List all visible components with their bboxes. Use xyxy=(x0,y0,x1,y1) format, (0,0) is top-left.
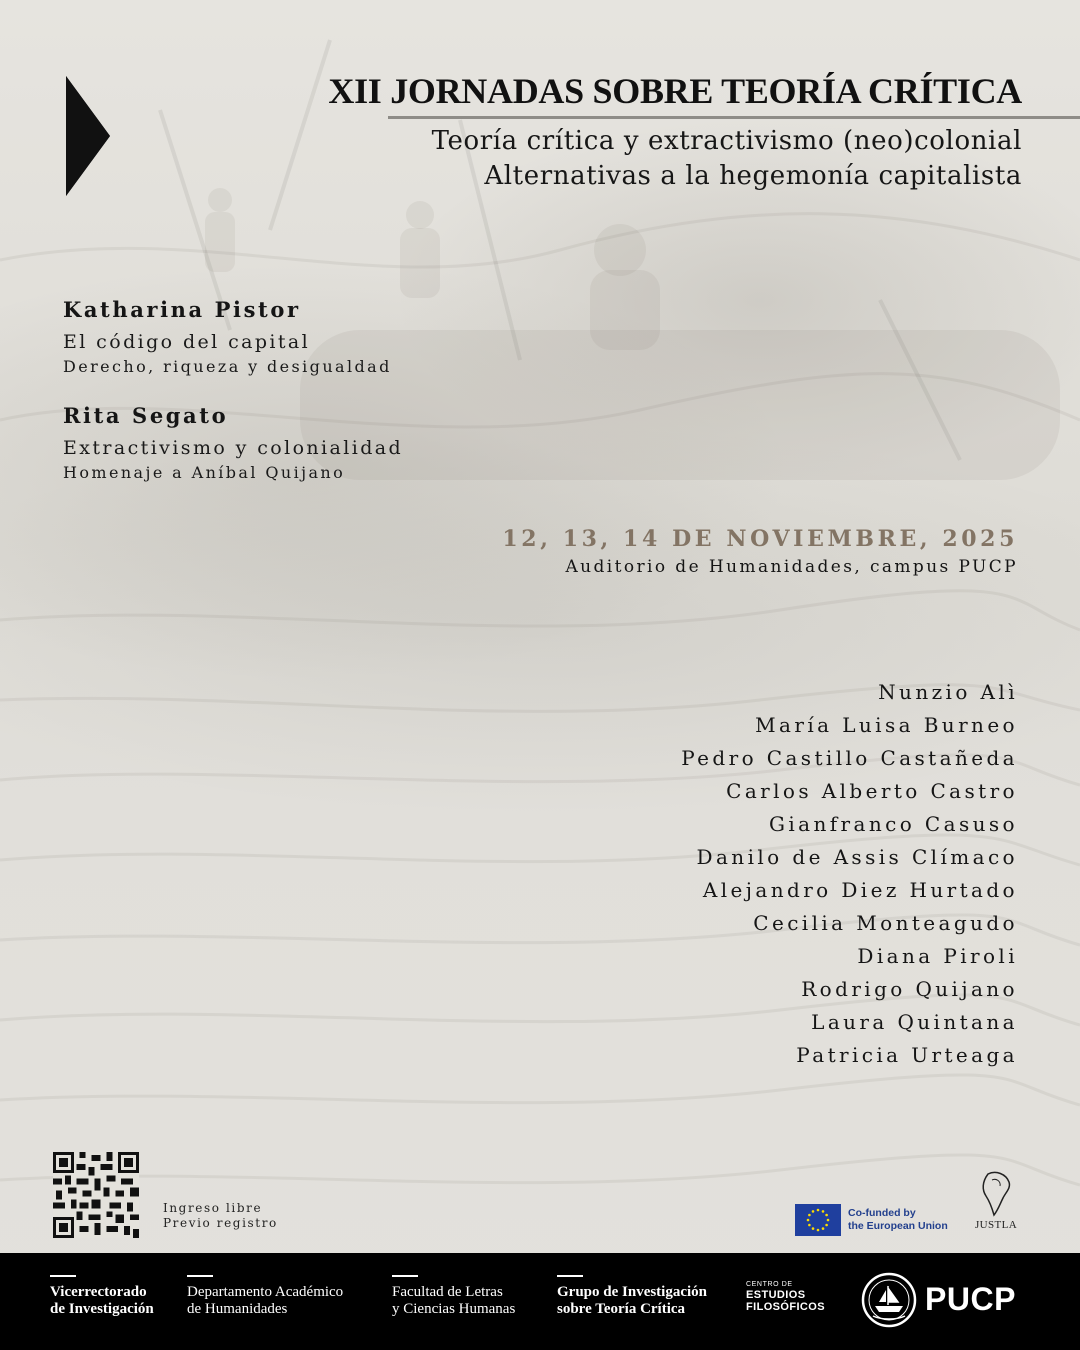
keynote-subtopic: Homenaje a Aníbal Quijano xyxy=(63,463,346,482)
keynote-topic: Extractivismo y colonialidad xyxy=(63,437,404,459)
footer-label: Vicerrectorado de Investigación xyxy=(50,1284,154,1317)
footer-divider xyxy=(187,1275,213,1277)
cef-logo xyxy=(746,1281,825,1313)
justla-label: JUSTLA xyxy=(974,1219,1018,1231)
participant-name: Pedro Castillo Castañeda xyxy=(681,746,1018,770)
pucp-wordmark: PUCP xyxy=(925,1281,1016,1317)
access-line: Ingreso libre xyxy=(163,1201,263,1215)
eu-label-line: Co-funded by xyxy=(848,1207,916,1219)
institutional-footer xyxy=(0,1253,1080,1350)
participant-name: Danilo de Assis Clímaco xyxy=(696,845,1018,869)
participant-name: Patricia Urteaga xyxy=(796,1043,1018,1067)
footer-divider xyxy=(392,1275,418,1277)
qr-code-icon[interactable] xyxy=(53,1152,139,1238)
justla-logo xyxy=(966,1168,1026,1231)
event-title: XII JORNADAS SOBRE TEORÍA CRÍTICA xyxy=(328,71,1022,111)
access-note xyxy=(163,1201,278,1231)
participant-name: Gianfranco Casuso xyxy=(768,812,1018,836)
participant-name: Carlos Alberto Castro xyxy=(726,779,1018,803)
keynote-item xyxy=(63,402,403,484)
keynote-topic: El código del capital xyxy=(63,331,311,353)
justla-logo-icon xyxy=(976,1168,1016,1218)
footer-label: Departamento Académico de Humanidades xyxy=(187,1284,344,1317)
keynote-name: Rita Segato xyxy=(63,403,229,428)
footer-item-facultad xyxy=(392,1275,515,1318)
cef-label: FILOSÓFICOS xyxy=(746,1301,825,1313)
cef-small-label: CENTRO DE xyxy=(746,1281,793,1288)
eu-cofunded-logo xyxy=(795,1204,948,1236)
participant-name: María Luisa Burneo xyxy=(755,713,1018,737)
keynote-name: Katharina Pistor xyxy=(63,297,301,322)
access-line: Previo registro xyxy=(163,1216,278,1230)
footer-label: Grupo de Investigación sobre Teoría Crítica xyxy=(557,1284,708,1317)
footer-item-vicerrectorado xyxy=(50,1275,154,1318)
participants-list xyxy=(681,676,1018,1072)
footer-divider xyxy=(557,1275,583,1277)
participant-name: Rodrigo Quijano xyxy=(801,977,1018,1001)
footer-item-grupo xyxy=(557,1275,707,1318)
subtitle-line: Alternativas a la hegemonía capitalista xyxy=(484,161,1022,191)
cef-label: ESTUDIOS xyxy=(746,1289,806,1301)
keynote-speakers xyxy=(63,296,403,508)
participant-name: Cecilia Monteagudo xyxy=(753,911,1018,935)
eu-label-line: the European Union xyxy=(848,1220,948,1232)
keynote-item xyxy=(63,296,403,378)
keynote-subtopic: Derecho, riqueza y desigualdad xyxy=(63,357,392,376)
event-venue: Auditorio de Humanidades, campus PUCP xyxy=(565,557,1018,577)
participant-name: Nunzio Alì xyxy=(878,680,1018,704)
footer-divider xyxy=(50,1275,76,1277)
participant-name: Laura Quintana xyxy=(811,1010,1018,1034)
participant-name: Alejandro Diez Hurtado xyxy=(702,878,1018,902)
pucp-seal-icon xyxy=(861,1272,917,1328)
eu-flag-icon xyxy=(795,1204,841,1236)
title-divider xyxy=(388,116,1080,119)
event-dates: 12, 13, 14 DE NOVIEMBRE, 2025 xyxy=(502,526,1018,552)
participant-name: Diana Piroli xyxy=(857,944,1018,968)
eu-label xyxy=(848,1207,948,1233)
subtitle-line: Teoría crítica y extractivismo (neo)colonial xyxy=(431,126,1022,156)
chevron-right-icon xyxy=(64,74,112,198)
event-subtitle xyxy=(432,124,1022,194)
footer-label: Facultad de Letras y Ciencias Humanas xyxy=(392,1284,516,1317)
event-info xyxy=(502,524,1018,580)
footer-item-departamento xyxy=(187,1275,343,1318)
